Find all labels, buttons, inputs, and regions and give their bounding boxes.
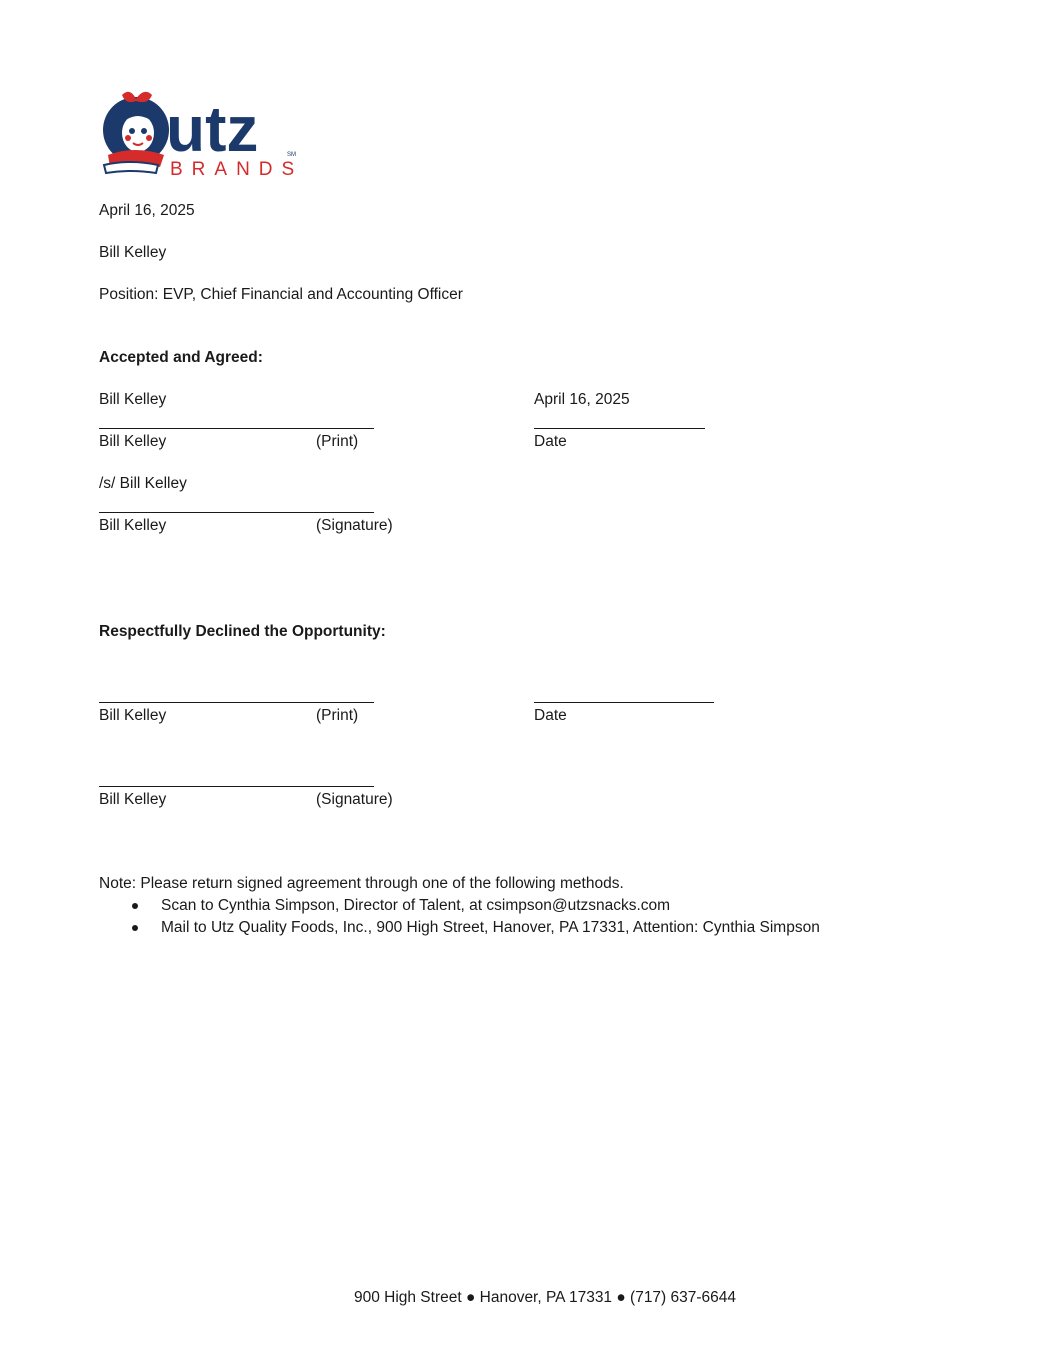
- recipient-position: Position: EVP, Chief Financial and Accounting Officer: [99, 286, 463, 303]
- logo-service-mark: SM: [287, 152, 296, 158]
- declined-signature-line: [99, 786, 374, 787]
- declined-date-line: [534, 702, 714, 703]
- accepted-signature-name: Bill Kelley: [99, 517, 167, 534]
- declined-signature-label: (Signature): [316, 791, 393, 808]
- note-item-mail: Mail to Utz Quality Foods, Inc., 900 High Street, Hanover, PA 17331, Attention: Cynthia Simpson: [161, 919, 820, 936]
- note-item-scan: Scan to Cynthia Simpson, Director of Talent, at csimpson@utzsnacks.com: [161, 897, 671, 914]
- letter-date: April 16, 2025: [99, 202, 195, 219]
- declined-print-name: Bill Kelley: [99, 707, 167, 724]
- utz-brands-logo: [100, 85, 305, 180]
- accepted-print-name: Bill Kelley: [99, 433, 167, 450]
- accepted-date-line: [534, 428, 705, 429]
- footer-address: 900 High Street ● Hanover, PA 17331 ● (717) 637-6644: [353, 1289, 737, 1306]
- recipient-name: Bill Kelley: [99, 244, 167, 261]
- accepted-date-value: April 16, 2025: [534, 391, 630, 408]
- accepted-print-value: Bill Kelley: [99, 391, 167, 408]
- accepted-print-line: [99, 428, 374, 429]
- declined-print-label: (Print): [316, 707, 359, 724]
- declined-date-label: Date: [534, 707, 567, 724]
- accepted-date-label: Date: [534, 433, 567, 450]
- logo-wordmark: utz: [166, 93, 259, 165]
- declined-print-line: [99, 702, 374, 703]
- logo-subtitle: BRANDS: [170, 159, 304, 180]
- note-text: Note: Please return signed agreement through one of the following methods.: [99, 875, 624, 892]
- accepted-signature-label: (Signature): [316, 517, 393, 534]
- accepted-signature-line: [99, 512, 374, 513]
- declined-signature-name: Bill Kelley: [99, 791, 167, 808]
- declined-heading: Respectfully Declined the Opportunity:: [99, 623, 386, 640]
- bullet-icon: [132, 903, 138, 909]
- accepted-heading: Accepted and Agreed:: [99, 349, 263, 366]
- accepted-print-label: (Print): [316, 433, 359, 450]
- bullet-icon: [132, 925, 138, 931]
- accepted-signature-value: /s/ Bill Kelley: [99, 475, 187, 492]
